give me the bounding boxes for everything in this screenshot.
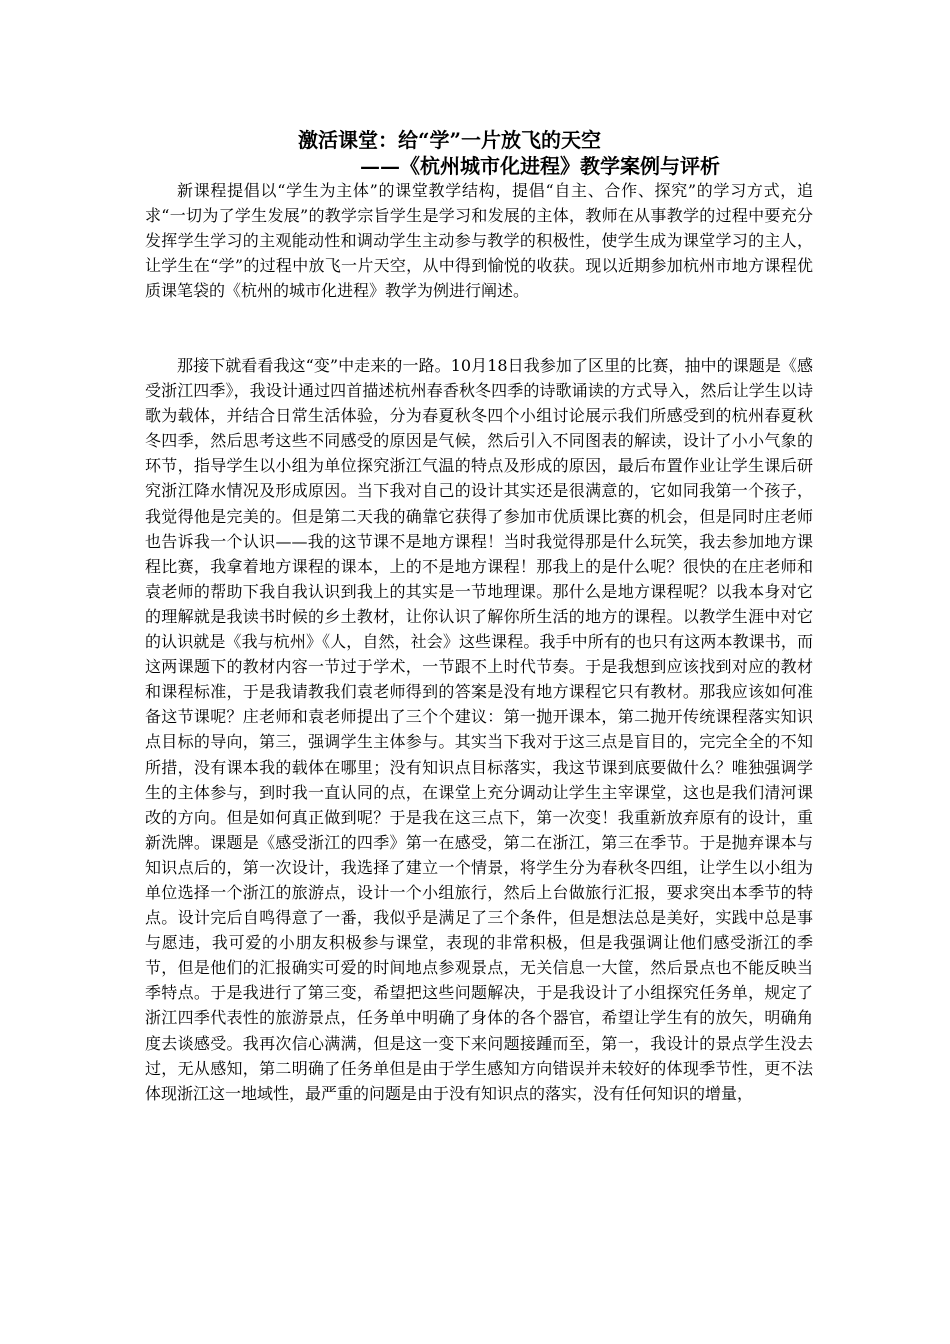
document-subtitle: ——《杭州城市化进程》教学案例与评析 [360, 154, 720, 178]
document-title: 激活课堂：给“学”一片放飞的天空 [298, 128, 602, 152]
paragraph-intro: 新课程提倡以“学生为主体”的课堂教学结构，提倡“自主、合作、探究”的学习方式，追求“一切为了学生发展”的教学宗旨学生是学习和发展的主体，教师在从事教学的过程中要充分发挥学生学习的主观能动性和调动学生主动参与教学的积极性，使学生成为课堂学习的主人，让学生在“学”的过程中放飞一片天空，从中得到愉悦的收获。现以近期参加杭州市地方课程优质课笔袋的《杭州的城市化进程》教学为例进行阐述。 [145, 181, 813, 301]
paragraph-main: 那接下就看看我这“变”中走来的一路。10月18日我参加了区里的比赛，抽中的课题是《感受浙江四季》，我设计通过四首描述杭州春香秋冬四季的诗歌诵读的方式导入，然后让学生以诗歌为载体，并结合日常生活体验，分为春夏秋冬四个小组讨论展示我们所感受到的杭州春夏秋冬四季，然后思考这些不同感受的原因是气候，然后引入不同图表的解读，设计了小小气象的环节，指导学生以小组为单位探究浙江气温的特点及形成的原因，最后布置作业让学生课后研究浙江降水情况及形成原因。当下我对自己的设计其实还是很满意的，它如同我第一个孩子，我觉得他是完美的。但是第二天我的确靠它获得了参加市优质课比赛的机会，但是同时庄老师也告诉我一个认识——我的这节课不是地方课程！当时我觉得那是什么玩笑，我去参加地方课程比赛，我拿着地方课程的课本，上的不是地方课程！那我上的是什么呢？很快的在庄老师和袁老师的帮助下我自我认识到我上的其实是一节地理课。那什么是地方课程呢？以我本身对它的理解就是我读书时候的乡土教材，让你认识了解你所生活的地方的课程。以教学生涯中对它的认识就是《我与杭州》《人，自然，社会》这些课程。我手中所有的也只有这两本教课书，而这两课题下的教材内容一节过于学术，一节跟不上时代节奏。于是我想到应该找到对应的教材和课程标准，于是我请教我们袁老师得到的答案是没有地方课程它只有教材。那我应该如何准备这节课呢？庄老师和袁老师提出了三个个建议：第一抛开课本，第二抛开传统课程落实知识点目标的导向，第三，强调学生主体参与。其实当下我对于这三点是盲目的，完完全全的不知所措，没有课本我的载体在哪里；没有知识点目标落实，我这节课到底要做什么？唯独强调学生的主体参与，到时我一直认同的点，在课堂上充分调动让学生主宰课堂，这也是我们清河课改的方向。但是如何真正做到呢？于是我在这三点下，第一次变！我重新放弃原有的设计，重新洗牌。课题是《感受浙江的四季》第一在感受，第二在浙江，第三在季节。于是抛弃课本与知识点后的，第一次设计，我选择了建立一个情景，将学生分为春秋冬四组，让学生以小组为单位选择一个浙江的旅游点，设计一个小组旅行，然后上台做旅行汇报，要求突出本季节的特点。设计完后自鸣得意了一番，我似乎是满足了三个条件，但是想法总是美好，实践中总是事与愿违，我可爱的小朋友积极参与课堂，表现的非常积极，但是我强调让他们感受浙江的季节，但是他们的汇报确实可爱的时间地点参观景点，无关信息一大筐，然后景点也不能反映当季特点。于是我进行了第三变，希望把这些问题解决，于是我设计了小组探究任务单，规定了浙江四季代表性的旅游景点，任务单中明确了身体的各个器官，希望让学生有的放矢，明确角度去谈感受。我再次信心满满，但是这一变下来问题接踵而至，第一，我设计的景点学生没去过，无从感知，第二明确了任务单但是由于学生感知方向错误并未较好的体现季节性，更不法体现浙江这一地域性，最严重的问题是由于没有知识点的落实，没有任何知识的增量， [145, 356, 813, 1103]
